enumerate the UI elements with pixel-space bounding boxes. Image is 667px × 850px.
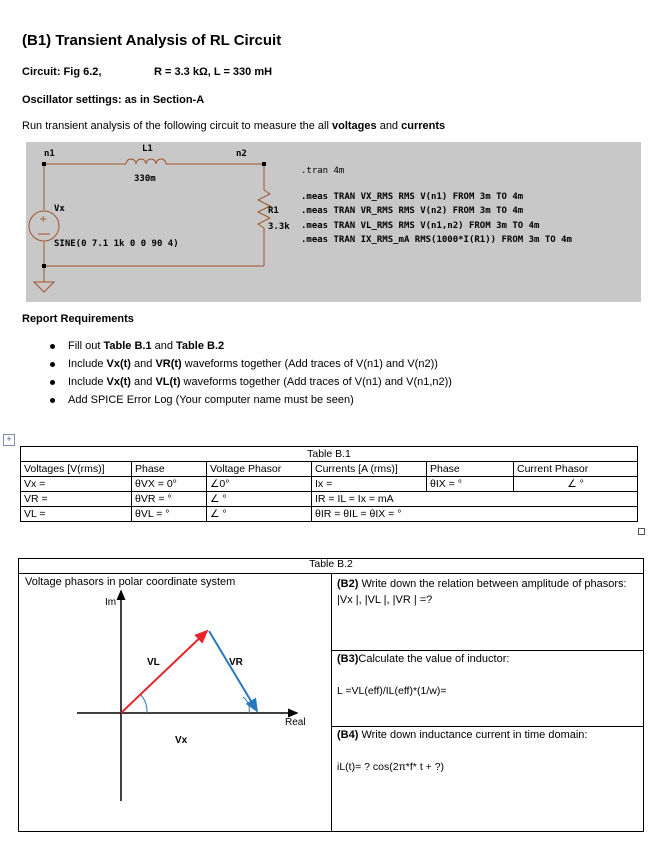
table-cell: ∠ ° [514, 477, 638, 492]
im-label: Im [105, 597, 117, 608]
phasor-diagram [19, 573, 331, 831]
table-cell: Ix = [312, 477, 427, 492]
instruction-text: Run transient analysis of the following circuit to measure the all voltages and currents [22, 120, 446, 132]
header-current-phase: Phase [427, 462, 514, 477]
table-b2-caption: Table B.2 [309, 558, 353, 570]
node-n1-label: n1 [44, 149, 55, 159]
req-item-4: Add SPICE Error Log (Your computer name must be seen) [68, 394, 354, 406]
table-cell: ∠ ° [207, 507, 312, 522]
tran-directive: .tran 4m [301, 166, 345, 176]
b2-question: (B2) Write down the relation between amplitude of phasors: |Vx |, |VL |, |VR | =? [337, 578, 627, 606]
vr-label: VR [229, 657, 243, 668]
table-cell: VR = [21, 492, 132, 507]
circuit-label: Circuit: Fig 6.2, [22, 66, 102, 78]
phasor-title: Voltage phasors in polar coordinate system [25, 576, 236, 588]
source-spec: SINE(0 7.1 1k 0 0 90 4) [54, 239, 179, 249]
node-n2-label: n2 [236, 149, 247, 159]
req-item-1: Fill out Table B.1 and Table B.2 [68, 340, 224, 352]
meas-vr: .meas TRAN VR_RMS RMS V(n2) FROM 3m TO 4m [301, 206, 524, 216]
vl-arrow [121, 631, 207, 713]
real-label: Real [285, 717, 306, 728]
header-voltages: Voltages [V(rms)] [21, 462, 132, 477]
table-cell: θVR = ° [132, 492, 207, 507]
table-row [21, 492, 638, 507]
req-item-2: Include Vx(t) and VR(t) waveforms together (Add traces of V(n1) and V(n2)) [68, 358, 438, 370]
b4-formula: iL(t)= ? cos(2π*f* t + ?) [337, 761, 445, 773]
report-heading: Report Requirements [22, 313, 134, 325]
r1-value: 3.3k [268, 222, 290, 232]
table-cell: IR = IL = Ix = mA [312, 492, 638, 507]
l1-value: 330m [134, 174, 156, 184]
vx-name: Vx [54, 204, 65, 214]
node-n2-dot [262, 162, 266, 166]
b3-question: (B3)Calculate the value of inductor: [337, 653, 510, 665]
meas-vl: .meas TRAN VL_RMS RMS V(n1,n2) FROM 3m TO 4m [301, 221, 540, 231]
header-currents: Currents [A (rms)] [312, 462, 427, 477]
header-voltage-phasor: Voltage Phasor [207, 462, 312, 477]
svg-text:+: + [39, 214, 48, 225]
b4-question: (B4) Write down inductance current in time domain: [337, 729, 588, 741]
angle-arc-vl [141, 695, 147, 713]
table-cell: VL = [21, 507, 132, 522]
b3-formula: L =VL(eff)/IL(eff)*(1/w)= [337, 685, 447, 697]
table-b1-caption: Table B.1 [21, 447, 638, 462]
component-values: R = 3.3 kΩ, L = 330 mH [154, 66, 273, 78]
table-cell: θIX = ° [427, 477, 514, 492]
page-title: (B1) Transient Analysis of RL Circuit [22, 32, 282, 49]
req-item-3: Include Vx(t) and VL(t) waveforms together (Add traces of V(n1) and V(n1,n2)) [68, 376, 452, 388]
vl-label: VL [147, 657, 160, 668]
angle-arc-vr [243, 697, 249, 713]
r1-name: R1 [268, 206, 279, 216]
oscillator-settings: Oscillator settings: as in Section-A [22, 94, 205, 106]
table-cell: θIR = θIL = θIX = ° [312, 507, 638, 522]
meas-vx: .meas TRAN VX_RMS RMS V(n1) FROM 3m TO 4m [301, 192, 524, 202]
table-cell: ∠0° [207, 477, 312, 492]
table-cell: θVL = ° [132, 507, 207, 522]
header-current-phasor: Current Phasor [514, 462, 638, 477]
table-move-handle[interactable]: + [3, 434, 15, 446]
header-phase: Phase [132, 462, 207, 477]
table-cell: θVX = 0° [132, 477, 207, 492]
node-n1-dot [42, 162, 46, 166]
table-cell: Vx = [21, 477, 132, 492]
table-row [21, 477, 638, 492]
vx-label: Vx [175, 735, 188, 746]
meas-ix: .meas TRAN IX_RMS_mA RMS(1000*I(R1)) FROM 3m TO 4m [301, 235, 572, 245]
table-cell: ∠ ° [207, 492, 312, 507]
ground-node-dot [42, 264, 46, 268]
table-b2 [18, 558, 644, 832]
vr-arrow [209, 631, 257, 711]
table-row [21, 507, 638, 522]
circuit-schematic [26, 142, 641, 302]
l1-name: L1 [142, 144, 153, 154]
table-b1 [20, 446, 638, 522]
table-resize-handle[interactable] [638, 528, 645, 535]
